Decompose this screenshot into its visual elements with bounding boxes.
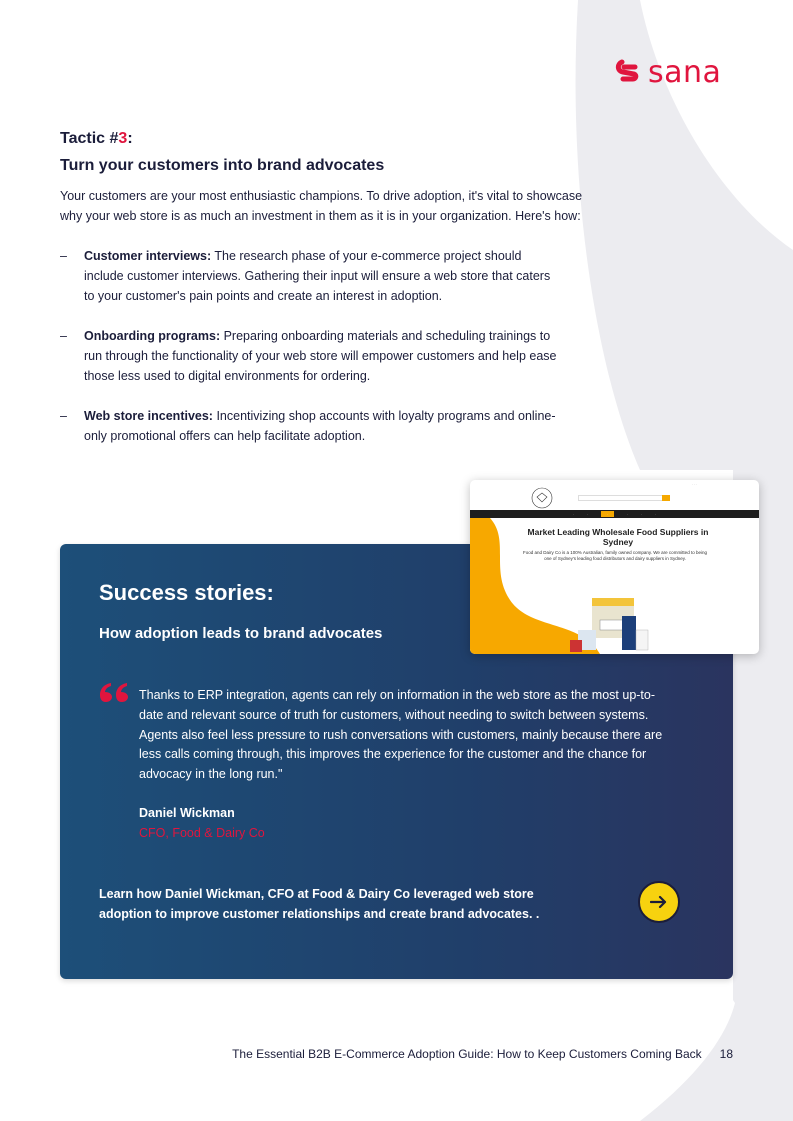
testimonial-quote: Thanks to ERP integration, agents can rely on information in the web store as the most up-to-date and relevant source of truth for customers, without needing to switch between systems. Agents also feel less pressure to rush conversations with customers, mainly because there are less calls coming through, this improves the experience for the customer and the chance for advocacy in the long run." [139,688,663,782]
screenshot-yellow-shape [470,480,759,654]
list-item-title: Web store incentives: [84,409,213,423]
tactic-label: Tactic #3: [60,130,133,147]
arrow-right-icon [650,895,668,909]
sana-logo-icon [614,58,644,88]
list-item-text: Incentivizing shop accounts with loyalty programs and online-only promotional offers can help facilitate adoption. [84,409,556,443]
screenshot-nav: · · · · · · [470,510,759,518]
logo-text: sana [648,55,722,90]
author-name: Daniel Wickman [139,806,235,820]
list-item: – Web store incentives: Incentivizing shop accounts with loyalty programs and online-only promotional offers can help facilitate adoption. [60,409,556,443]
screenshot-top-links: · · · [692,482,697,486]
tactic-title: Turn your customers into brand advocates [60,157,385,174]
list-item-text: The research phase of your e-commerce project should include customer interviews. Gathering their input will ensure a web store that caters to your customer's pain points and create an interest in adoption. [84,249,551,303]
list-item-text: Preparing onboarding materials and scheduling trainings to run through the functionality of your web store will empower customers and help ease those less used to digital environments for ordering. [84,329,557,383]
success-title: Success stories: [99,580,274,605]
list-item: – Customer interviews: The research phase of your e-commerce project should include customer interviews. Gathering their input will ensure a web store that caters to your customer's pain points and create an interest in adoption. [60,249,551,303]
arrow-right-button[interactable] [638,881,680,923]
list-item-title: Onboarding programs: [84,329,221,343]
success-subtitle: How adoption leads to brand advocates [99,625,383,642]
footer-title: The Essential B2B E-Commerce Adoption Guide: How to Keep Customers Coming Back [232,1047,702,1061]
case-study-link-text[interactable]: Learn how Daniel Wickman, CFO at Food & Dairy Co leveraged web store adoption to improve customer relationships and create brand advocates. . [99,887,540,921]
sana-logo [614,55,722,90]
screenshot-text: Food and Dairy Co is a 100% Australian, family owned company. We are committed to being one of Sydney's leading food distributors and dairy suppliers in Sydney. [523,550,707,561]
tactic-list [60,246,560,466]
tactic-heading [60,125,384,179]
quote-icon [100,682,130,706]
website-screenshot [470,480,759,654]
list-item-title: Customer interviews: [84,249,212,263]
page-number: 18 [719,1047,733,1061]
screenshot-search-button [662,495,670,501]
screenshot-heading: Market Leading Wholesale Food Suppliers in Sydney [527,527,709,547]
author-role: CFO, Food & Dairy Co [139,826,265,840]
intro-paragraph: Your customers are your most enthusiastic champions. To drive adoption, it's vital to showcase why your web store is as much an investment in them as it is in your organization. Here's how: [60,189,583,223]
screenshot-search [578,495,670,501]
list-item: – Onboarding programs: Preparing onboarding materials and scheduling trainings to run through the functionality of your web store will empower customers and help ease those less used to digital environments for ordering. [60,329,557,383]
page-footer [232,1047,733,1061]
